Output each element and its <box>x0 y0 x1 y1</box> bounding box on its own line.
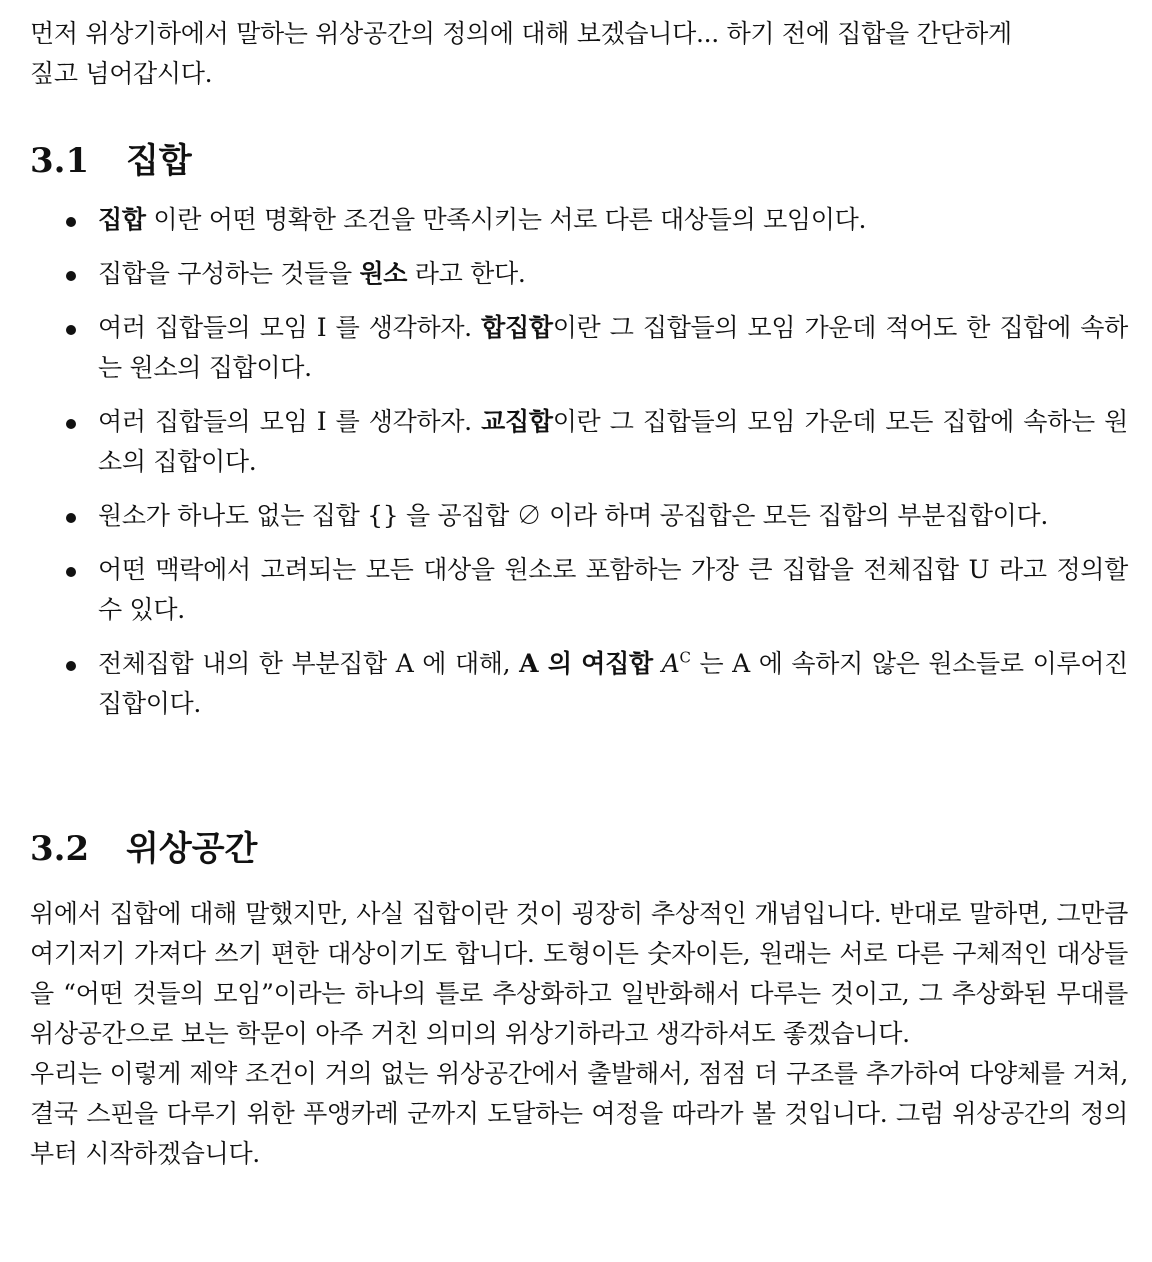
bullet-icon <box>66 661 76 671</box>
bullet-icon <box>66 271 76 281</box>
item-text: 어떤 맥락에서 고려되는 모든 대상을 원소로 포함하는 가장 큰 집합을 전체집합 U 라고 정의할 수 있다. <box>98 555 1128 624</box>
section-number: 3.2 <box>30 829 90 869</box>
item-text: 이란 그 집합들의 모임 가운데 모든 집합에 속하는 원소의 집합이다. <box>98 407 1128 476</box>
paragraph-1: 위에서 집합에 대해 말했지만, 사실 집합이란 것이 굉장히 추상적인 개념입니다. 반대로 말하면, 그만큼 여기저기 가져다 쓰기 편한 대상이기도 합니다. 도형이든 숫자이든, 원래는 서로 다른 구체적인 대상들을 “어떤 것들의 모임”이라는 하나의 틀로 추상화하고 일반화해서 다루는 것이고, 그 추상화된 무대를 위상공간으로 보는 학문이 아주 거친 의미의 위상기하라고 생각하셔도 좋겠습니다. <box>30 899 1128 1048</box>
item-text: 집합을 구성하는 것들을 <box>98 259 360 288</box>
section-title: 위상공간 <box>126 829 258 869</box>
bullet-icon <box>66 325 76 335</box>
term: 원소 <box>359 259 408 288</box>
list-item <box>0 550 1128 630</box>
section-number: 3.1 <box>30 141 90 181</box>
math-superscript: C <box>679 648 691 667</box>
section-title: 집합 <box>126 141 192 181</box>
term: 교집합 <box>481 407 553 436</box>
bullet-icon <box>66 217 76 227</box>
item-text: 전체집합 내의 한 부분집합 A 에 대해, <box>98 649 520 678</box>
intro-line-2: 짚고 넘어갑시다. <box>30 59 213 88</box>
item-text: 여러 집합들의 모임 I 를 생각하자. <box>98 407 482 436</box>
item-text: 라고 한다. <box>407 259 526 288</box>
definition-list <box>0 200 1152 738</box>
list-item <box>0 308 1128 388</box>
term: A 의 여집합 <box>519 649 653 678</box>
item-text: 이란 어떤 명확한 조건을 만족시키는 서로 다른 대상들의 모임이다. <box>145 205 867 234</box>
term: 합집합 <box>481 313 553 342</box>
section-heading-topological-space <box>30 826 257 872</box>
intro-paragraph <box>30 14 1128 94</box>
section-heading-sets <box>30 138 192 184</box>
bullet-icon <box>66 513 76 523</box>
item-text: 원소가 하나도 없는 집합 {} 을 공집합 ∅ 이라 하며 공집합은 모든 집합의 부분집합이다. <box>98 501 1049 530</box>
list-item <box>0 402 1128 482</box>
term: 집합 <box>98 205 146 234</box>
paragraph-2: 우리는 이렇게 제약 조건이 거의 없는 위상공간에서 출발해서, 점점 더 구조를 추가하여 다양체를 거쳐, 결국 스핀을 다루기 위한 푸앵카레 군까지 도달하는 여정을 따라가 볼 것입니다. 그럼 위상공간의 정의부터 시작하겠습니다. <box>30 1059 1128 1168</box>
math-symbol: A <box>661 649 680 678</box>
list-item <box>0 644 1128 724</box>
item-text: 이란 그 집합들의 모임 가운데 적어도 한 집합에 속하는 원소의 집합이다. <box>98 313 1128 382</box>
list-item <box>0 254 1128 294</box>
list-item <box>0 200 1128 240</box>
bullet-icon <box>66 419 76 429</box>
item-text: 는 A 에 속하지 않은 원소들로 이루어진 집합이다. <box>98 649 1128 718</box>
bullet-icon <box>66 567 76 577</box>
list-item <box>0 496 1128 536</box>
body-paragraph <box>30 894 1128 1174</box>
intro-line-1: 먼저 위상기하에서 말하는 위상공간의 정의에 대해 보겠습니다... 하기 전에 집합을 간단하게 <box>30 19 1012 48</box>
item-text: 여러 집합들의 모임 I 를 생각하자. <box>98 313 482 342</box>
